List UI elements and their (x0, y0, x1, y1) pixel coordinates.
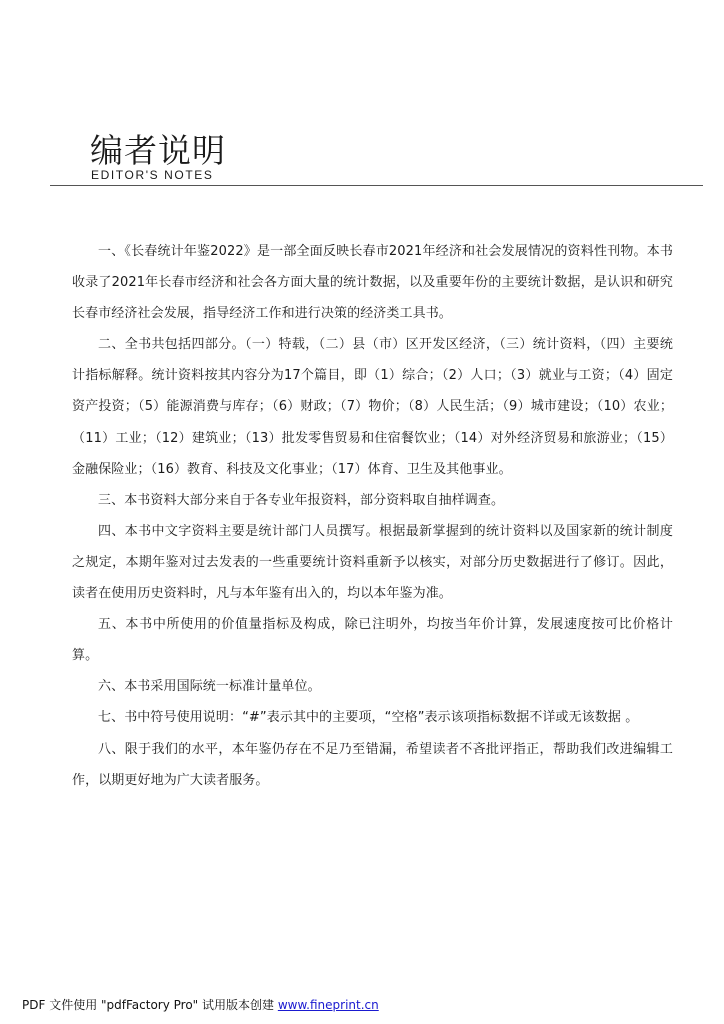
page-subtitle: EDITOR'S NOTES (91, 168, 214, 182)
note-paragraph-5: 五、本书中所使用的价值量指标及构成，除已注明外，均按当年价计算，发展速度按可比价格计算。 (72, 617, 673, 664)
note-paragraph-3: 三、本书资料大部分来自于各专业年报资料，部分资料取自抽样调查。 (98, 492, 505, 508)
page-title: 编者说明 (90, 131, 226, 170)
note-paragraph-2: 二、全书共包括四部分。（一）特载，（二）县（市）区开发区经济，（三）统计资料，（四）主要统计指标解释。统计资料按其内容分为17个篇目，即（1）综合；（2）人口；（3）就业与工资；（4）固定资产投资；（5）能源消费与库存；（6）财政；（7）物价；（8）人民生活；（9）城市建设；（10）农业；（11）工业；（12）建筑业；（13）批发零售贸易和住宿餐饮业；（14）对外经济贸易和旅游业；（15）金融保险业；（16）教育、科技及文化事业；（17）体育、卫生及其他事业。 (72, 337, 673, 477)
footer-text: PDF 文件使用 "pdfFactory Pro" 试用版本创建 (22, 998, 278, 1012)
title-divider (50, 185, 703, 186)
note-paragraph-6: 六、本书采用国际统一标准计量单位。 (98, 679, 321, 695)
pdf-footer (22, 997, 379, 1013)
footer-link[interactable]: www.fineprint.cn (277, 998, 379, 1012)
note-paragraph-7: 七、书中符号使用说明：“#”表示其中的主要项，“空格”表示该项指标数据不详或无该数据 。 (98, 710, 639, 726)
note-paragraph-1: 一、《长春统计年鉴2022》是一部全面反映长春市2021年经济和社会发展情况的资料性刊物。本书收录了2021年长春市经济和社会各方面大量的统计数据，以及重要年份的主要统计数据，是认识和研究长春市经济社会发展，指导经济工作和进行决策的经济类工具书。 (72, 244, 673, 322)
note-paragraph-8: 八、限于我们的水平，本年鉴仍存在不足乃至错漏，希望读者不吝批评指正，帮助我们改进编辑工作，以期更好地为广大读者服务。 (72, 741, 673, 788)
notes-body (72, 236, 673, 796)
note-paragraph-4: 四、本书中文字资料主要是统计部门人员撰写。根据最新掌握到的统计资料以及国家新的统计制度之规定，本期年鉴对过去发表的一些重要统计资料重新予以核实，对部分历史数据进行了修订。因此，读者在使用历史资料时，凡与本年鉴有出入的，均以本年鉴为准。 (72, 523, 673, 602)
